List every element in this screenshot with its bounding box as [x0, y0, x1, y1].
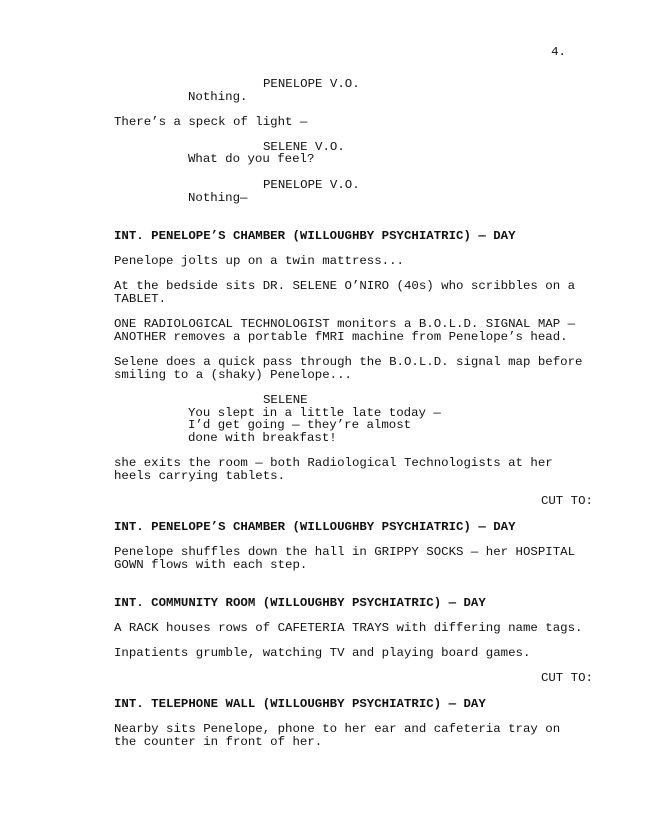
- action-line: There’s a speck of light —: [114, 115, 308, 129]
- transition: CUT TO:: [540, 671, 593, 685]
- action-line: GOWN flows with each step.: [114, 558, 308, 572]
- dialogue-line: What do you feel?: [188, 152, 315, 166]
- action-line: Penelope jolts up on a twin mattress...: [114, 254, 404, 268]
- action-line: ONE RADIOLOGICAL TECHNOLOGIST monitors a B.O.L.D. SIGNAL MAP —: [114, 317, 576, 331]
- dialogue-line: done with breakfast!: [188, 431, 337, 445]
- dialogue-line: I’d get going — they’re almost: [188, 418, 412, 432]
- action-line: TABLET.: [114, 292, 167, 306]
- dialogue-line: Nothing.: [188, 90, 248, 104]
- dialogue-line: Nothing—: [188, 191, 248, 205]
- scene-heading: INT. PENELOPE’S CHAMBER (WILLOUGHBY PSYCHIATRIC) — DAY: [114, 229, 516, 243]
- dialogue-line: You slept in a little late today —: [188, 406, 441, 420]
- transition: CUT TO:: [540, 494, 593, 508]
- action-line: the counter in front of her.: [114, 735, 323, 749]
- scene-heading: INT. TELEPHONE WALL (WILLOUGHBY PSYCHIATRIC) — DAY: [114, 697, 486, 711]
- character-name: SELENE: [263, 393, 308, 407]
- action-line: Selene does a quick pass through the B.O.L.D. signal map before: [114, 355, 583, 369]
- action-line: Inpatients grumble, watching TV and playing board games.: [114, 646, 531, 660]
- page-number: 4.: [551, 45, 566, 59]
- action-line: At the bedside sits DR. SELENE O’NIRO (40s) who scribbles on a: [114, 279, 576, 293]
- action-line: smiling to a (shaky) Penelope...: [114, 368, 352, 382]
- scene-heading: INT. PENELOPE’S CHAMBER (WILLOUGHBY PSYCHIATRIC) — DAY: [114, 520, 516, 534]
- scene-heading: INT. COMMUNITY ROOM (WILLOUGHBY PSYCHIATRIC) — DAY: [114, 596, 486, 610]
- action-line: ANOTHER removes a portable fMRI machine from Penelope’s head.: [114, 330, 568, 344]
- character-name: PENELOPE V.O.: [263, 77, 360, 91]
- action-line: A RACK houses rows of CAFETERIA TRAYS with differing name tags.: [114, 621, 583, 635]
- character-name: PENELOPE V.O.: [263, 178, 360, 192]
- action-line: Penelope shuffles down the hall in GRIPPY SOCKS — her HOSPITAL: [114, 545, 576, 559]
- action-line: she exits the room — both Radiological Technologists at her: [114, 456, 553, 470]
- action-line: Nearby sits Penelope, phone to her ear and cafeteria tray on: [114, 722, 561, 736]
- character-name: SELENE V.O.: [263, 140, 345, 154]
- action-line: heels carrying tablets.: [114, 469, 286, 483]
